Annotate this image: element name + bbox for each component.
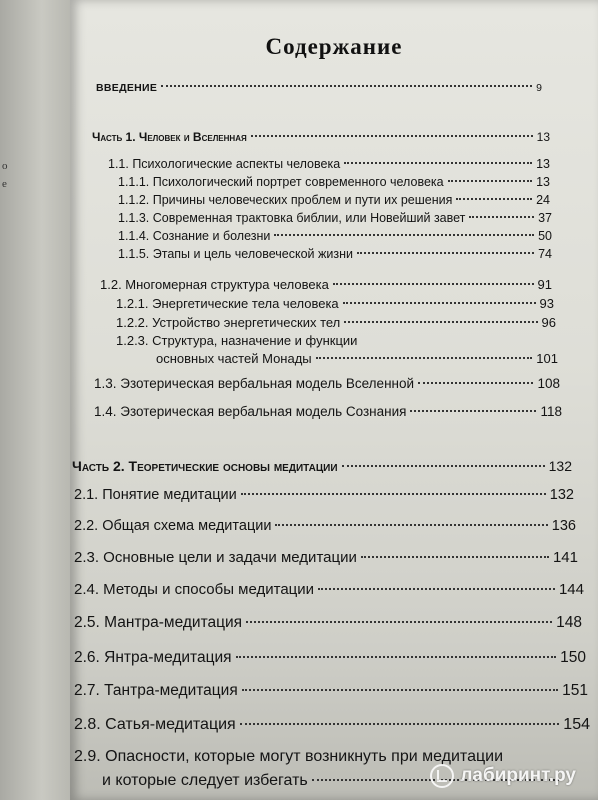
toc-entry-2-9-line1: 2.9. Опасности, которые могут возникнуть при медитации [74, 748, 503, 765]
toc-entry-2-4 [74, 581, 584, 598]
toc-label: 1.3. Эзотерическая вербальная модель Вселенной [94, 376, 415, 391]
toc-page: 9 [536, 82, 542, 94]
toc-page: 144 [558, 581, 584, 598]
toc-page: 24 [536, 193, 550, 207]
dot-leader [275, 524, 547, 526]
toc-label: 1.1.5. Этапы и цель человеческой жизни [118, 247, 353, 261]
toc-entry-2-6 [74, 649, 586, 667]
toc-page: 141 [552, 549, 578, 566]
toc-label: 2.8. Сатья-медитация [74, 716, 236, 733]
dot-leader [418, 382, 533, 384]
toc-entry-2-3 [74, 549, 578, 566]
toc-entry-intro [96, 82, 542, 94]
toc-page: 151 [562, 682, 588, 699]
toc-label: 1.1.2. Причины человеческих проблем и пути их решения [118, 193, 453, 207]
dot-leader [316, 357, 533, 359]
toc-label: 1.1.1. Психологический портрет современного человека [118, 175, 444, 189]
toc-page: 136 [551, 518, 576, 534]
dot-leader [361, 556, 549, 558]
toc-label: и которые следует избегать [102, 772, 308, 789]
toc-entry-1-1 [108, 157, 550, 171]
toc-label: 1.4. Эзотерическая вербальная модель Сознания [94, 404, 407, 419]
toc-label: Часть 2. Теоретические основы медитации [72, 458, 338, 474]
toc-page: 96 [541, 315, 556, 330]
toc-entry-2-5 [74, 614, 582, 632]
toc-page: 37 [538, 211, 552, 225]
dot-leader [344, 162, 532, 164]
toc-page: 13 [536, 157, 550, 171]
dot-leader [161, 85, 532, 87]
toc-entry-2-7 [74, 682, 588, 700]
contents-page [70, 0, 598, 800]
toc-page: 132 [549, 487, 574, 503]
toc-label: основных частей Монады [156, 351, 312, 366]
toc-page: 118 [540, 404, 562, 419]
toc-entry-1-4 [94, 404, 562, 419]
dot-leader [241, 493, 546, 495]
toc-page: 93 [539, 296, 554, 311]
toc-label: 2.7. Тантра-медитация [74, 682, 238, 699]
dot-leader [274, 234, 534, 236]
watermark [430, 764, 576, 788]
toc-label: 1.2.2. Устройство энергетических тел [116, 315, 341, 330]
toc-entry-1-2-3 [156, 351, 558, 366]
toc-entry-2-1 [74, 487, 574, 503]
page-title: Содержание [265, 34, 403, 59]
toc-entry-1-1-5 [118, 247, 552, 261]
toc-entry-1-1-2 [118, 193, 550, 207]
dot-leader [410, 410, 536, 412]
previous-page-edge [0, 0, 70, 800]
toc-label: 2.6. Янтра-медитация [74, 649, 232, 666]
dot-leader [469, 216, 534, 218]
dot-leader [318, 588, 555, 590]
dot-leader [333, 283, 534, 285]
dot-leader [240, 723, 560, 725]
toc-page: 148 [556, 614, 582, 631]
dot-leader [236, 656, 557, 658]
toc-page: 74 [538, 247, 552, 261]
prev-page-fragment: о [2, 160, 8, 172]
dot-leader [357, 252, 534, 254]
toc-label: 2.3. Основные цели и задачи медитации [74, 549, 357, 566]
toc-entry-1-2-3-line1: 1.2.3. Структура, назначение и функции [116, 333, 358, 348]
toc-page: 91 [537, 277, 552, 292]
toc-page: 13 [536, 130, 550, 144]
toc-entry-1-1-4 [118, 229, 552, 243]
dot-leader [343, 302, 536, 304]
toc-entry-2-2 [74, 518, 576, 534]
toc-label: 1.2.1. Энергетические тела человека [116, 296, 339, 311]
toc-page: 108 [537, 376, 560, 391]
toc-label: 2.2. Общая схема медитации [74, 518, 272, 534]
toc-entry-1-1-1 [118, 175, 550, 189]
dot-leader [246, 621, 552, 623]
toc-label: 1.1.4. Сознание и болезни [118, 229, 271, 243]
toc-page: 132 [548, 458, 572, 474]
toc-page: 13 [536, 175, 550, 189]
toc-label: 1.1.3. Современная трактовка библии, или Новейший завет [118, 211, 466, 225]
toc-entry-1-1-3 [118, 211, 552, 225]
toc-label: 1.2. Многомерная структура человека [100, 277, 329, 292]
toc-entry-1-2-2 [116, 315, 556, 330]
toc-label: 1.1. Психологические аспекты человека [108, 157, 341, 171]
toc-entry-part2 [72, 458, 572, 474]
toc-label: 2.5. Мантра-медитация [74, 614, 243, 631]
toc-label: 2.1. Понятие медитации [74, 487, 237, 503]
dot-leader [251, 135, 533, 137]
dot-leader [342, 465, 545, 467]
toc-page: 50 [538, 229, 552, 243]
dot-leader [242, 689, 558, 691]
toc-label: ВВЕДЕНИЕ [96, 82, 158, 94]
labyrinth-logo-icon [430, 764, 454, 788]
toc-label: Часть 1. Человек и Вселенная [92, 130, 247, 144]
toc-page: 150 [560, 649, 586, 666]
watermark-text: лабиринт.ру [460, 765, 576, 786]
prev-page-fragment: е [2, 178, 7, 190]
toc-entry-part1 [92, 130, 550, 144]
toc-entry-1-3 [94, 376, 560, 391]
toc-page: 154 [563, 716, 590, 733]
dot-leader [456, 198, 532, 200]
toc-entry-1-2-1 [116, 296, 554, 311]
toc-entry-1-2 [100, 277, 552, 292]
toc-entry-2-8 [74, 716, 590, 734]
dot-leader [448, 180, 533, 182]
dot-leader [344, 321, 537, 323]
toc-label: 2.4. Методы и способы медитации [74, 581, 315, 598]
toc-page: 101 [536, 351, 558, 366]
